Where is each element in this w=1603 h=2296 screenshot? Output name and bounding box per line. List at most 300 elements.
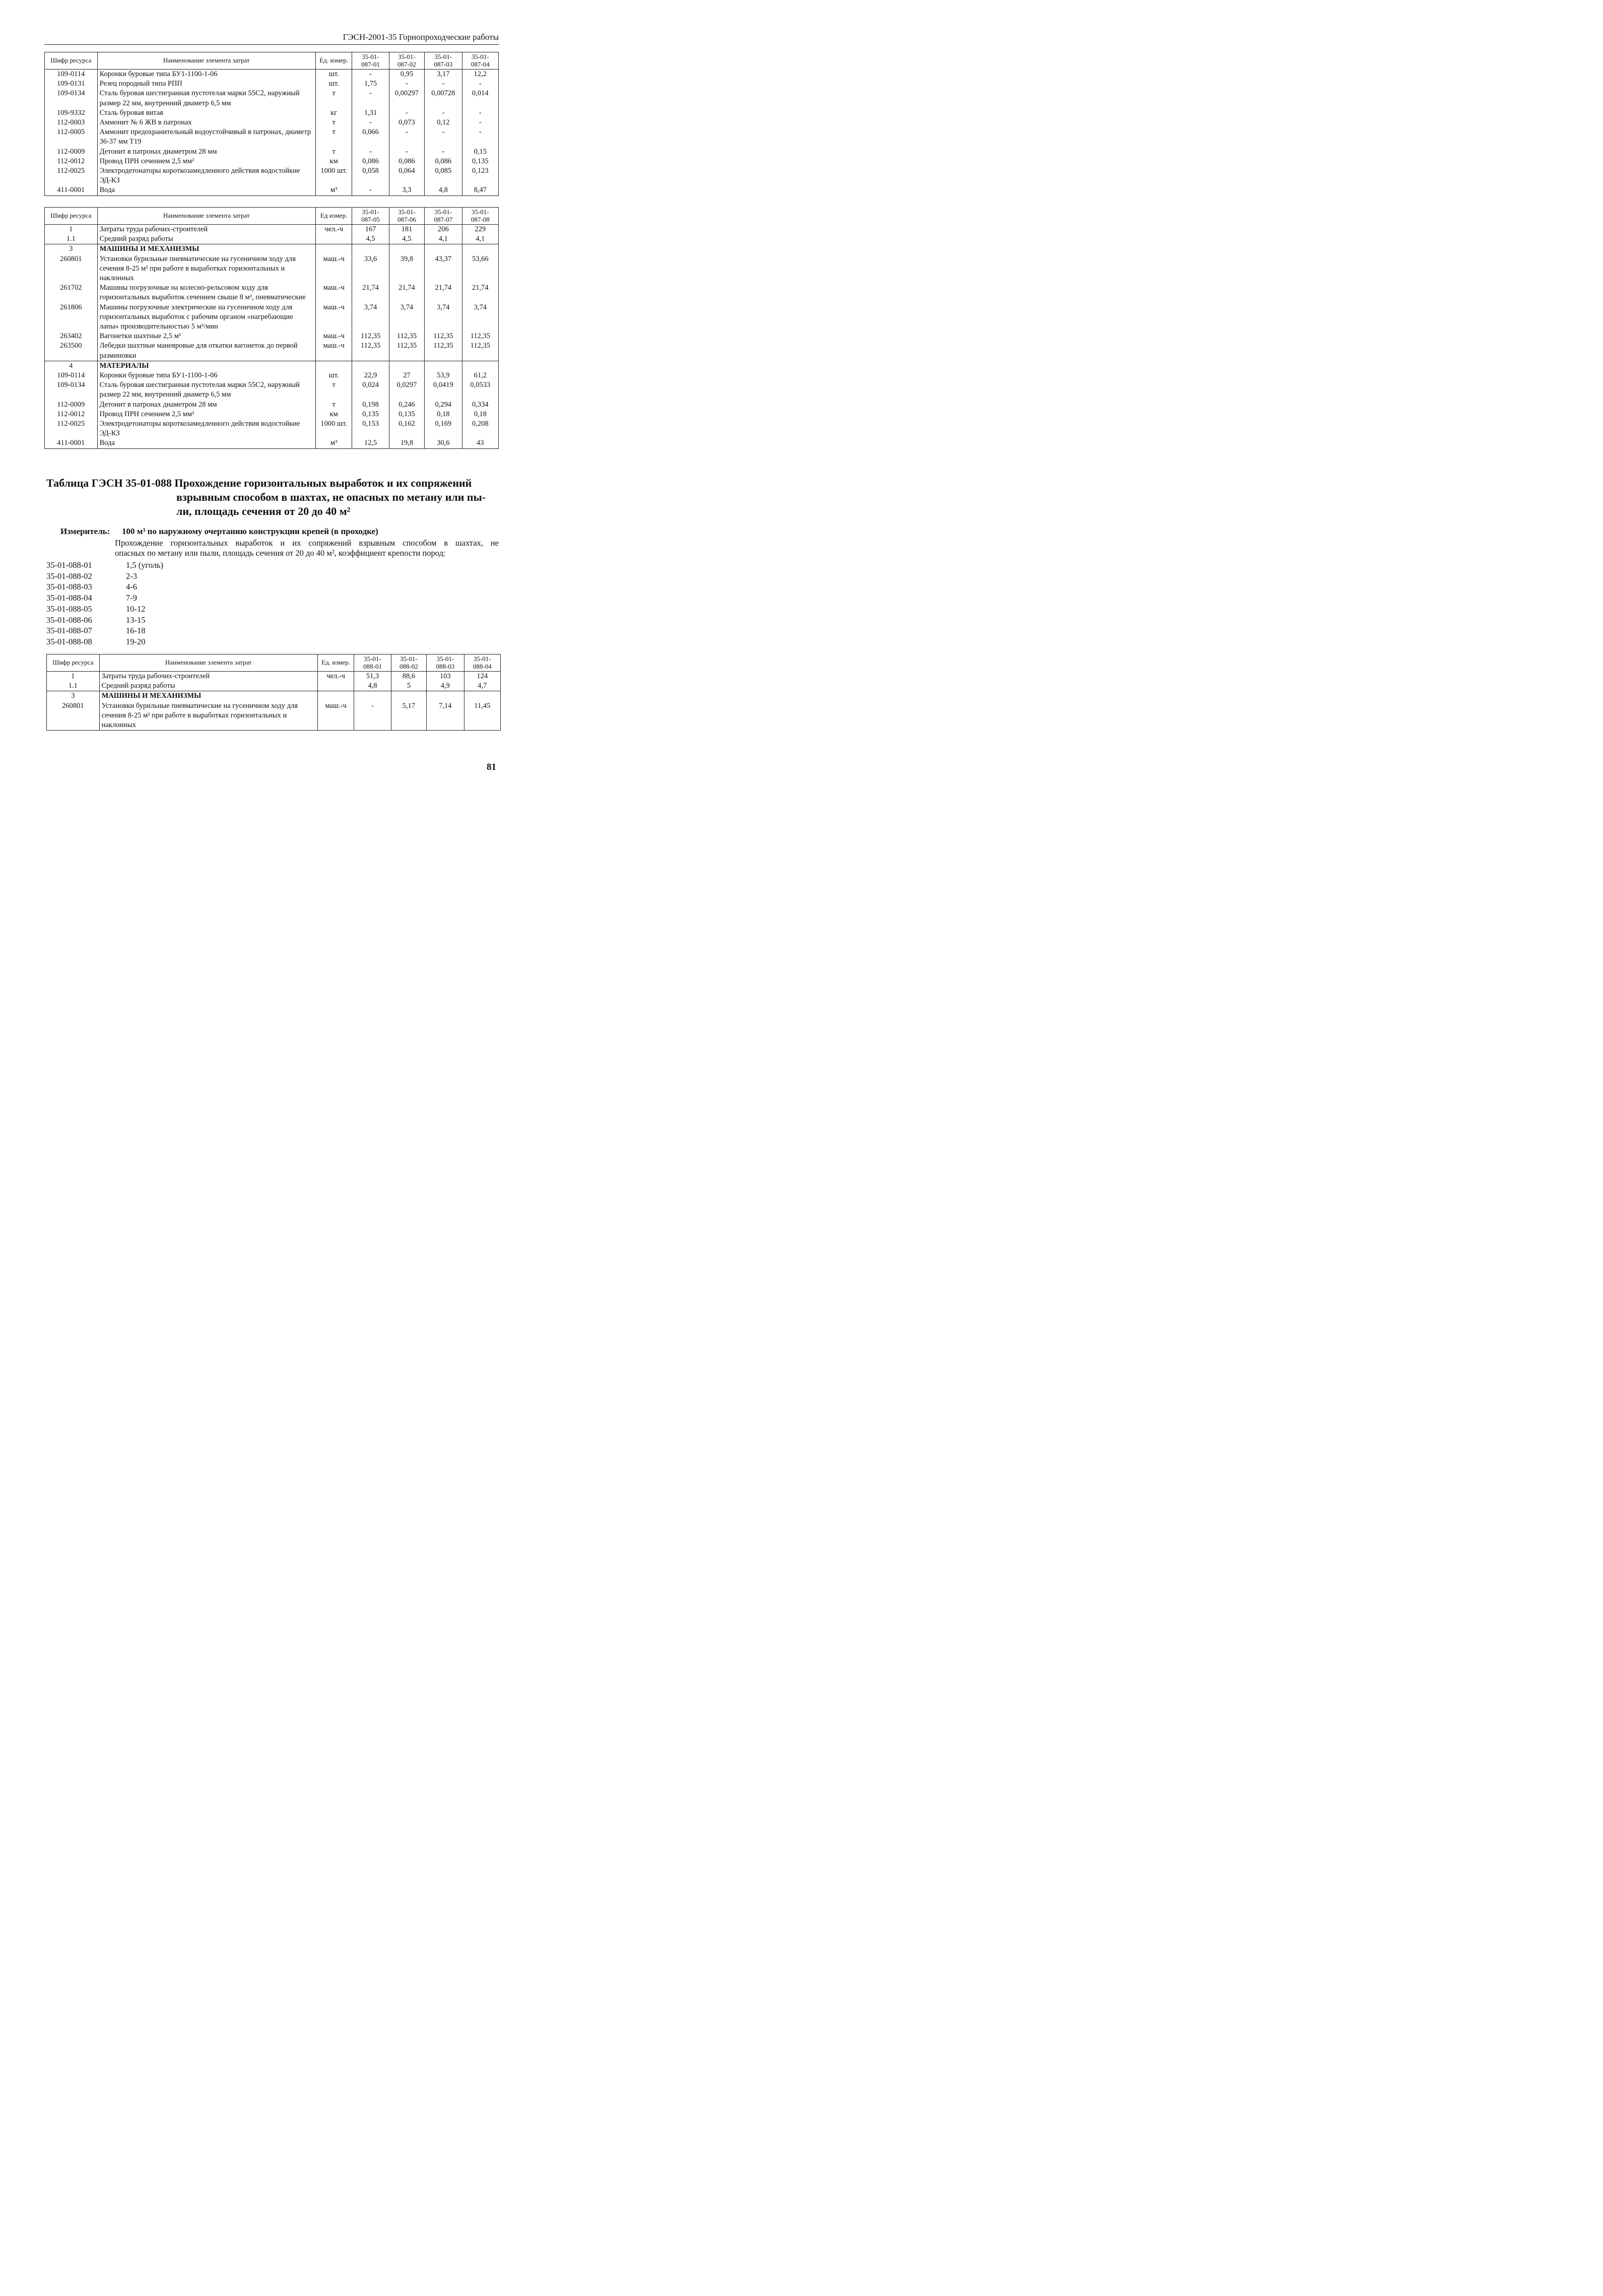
norm-code: 35-01-088-06 (46, 615, 92, 625)
table-row (45, 419, 499, 438)
cost-element-name-cell: Затраты труда рабочих-строителей (97, 225, 315, 235)
norm-value-cell: 0,0297 (389, 380, 424, 400)
cost-element-name-cell: МАТЕРИАЛЫ (97, 361, 315, 371)
cost-element-name-cell: Установки бурильные пневматические на гусеничном ходу для сечения 8-25 м² при работе в выработках горизонтальных и наклонных (99, 701, 317, 731)
norm-value-cell: 3,74 (352, 303, 389, 332)
cost-element-name-cell: Средний разряд работы (97, 234, 315, 244)
resource-code-cell: 411-0001 (45, 438, 98, 448)
norm-value-cell: 0,085 (425, 166, 462, 185)
measure-label: Измеритель: (60, 527, 110, 536)
cost-element-name-cell: Машины погрузочные на колесно-рельсовом ходу для горизонтальных выработок сечением свыше 8 м², пневматические (97, 283, 315, 302)
col-header-norm: 35-01- 087-01 (352, 52, 389, 70)
unit-cell: маш.-ч (315, 303, 352, 332)
norm-value-cell: 43 (462, 438, 498, 448)
cost-element-name-cell: Коронки буровые типа БУ1-1100-1-06 (97, 371, 315, 380)
page-number: 81 (487, 762, 496, 772)
norm-value-cell: 53,9 (425, 371, 462, 380)
norm-value-cell: 0,014 (462, 89, 498, 108)
col-header-norm: 35-01- 088-03 (427, 654, 464, 672)
norm-code-row (46, 560, 163, 571)
resource-code-cell: 112-0025 (45, 166, 98, 185)
norm-value-cell: 112,35 (425, 341, 462, 361)
resource-code-cell: 109-0131 (45, 79, 98, 89)
resource-code-cell: 3 (45, 244, 98, 254)
norm-value-cell: - (389, 108, 424, 118)
unit-cell (315, 361, 352, 371)
cost-element-name-cell: Провод ПРН сечением 2,5 мм² (97, 410, 315, 419)
unit-cell: маш.-ч (315, 332, 352, 341)
unit-cell: т (315, 118, 352, 127)
cost-element-name-cell: Вода (97, 185, 315, 195)
table-row (45, 79, 499, 89)
norm-value-cell (462, 244, 498, 254)
norm-value-cell: 22,9 (352, 371, 389, 380)
table-row (45, 118, 499, 127)
norm-code-row (46, 615, 163, 626)
norm-value-cell: 0,135 (462, 157, 498, 166)
col-header-unit: Ед измер. (315, 208, 352, 225)
unit-cell: м³ (315, 438, 352, 448)
resource-table-088-01-04 (46, 654, 501, 731)
cost-element-name-cell: Вагонетки шахтные 2,5 м³ (97, 332, 315, 341)
norm-code-row (46, 636, 163, 647)
norm-value-cell: 0,12 (425, 118, 462, 127)
cost-element-name-cell: Средний разряд работы (99, 681, 317, 691)
section-heading-row (45, 361, 499, 371)
norm-value-cell: - (462, 108, 498, 118)
norm-value-cell: - (462, 79, 498, 89)
resource-code-cell: 4 (45, 361, 98, 371)
resource-code-cell: 411-0001 (45, 185, 98, 195)
norm-value-cell (354, 691, 391, 701)
norm-value-cell: 112,35 (389, 332, 424, 341)
col-header-norm: 35-01- 088-04 (464, 654, 500, 672)
unit-cell (317, 691, 354, 701)
description-line: Прохождение горизонтальных выработок и их сопряжений взрывным способом в шахтах, не (115, 538, 499, 548)
unit-cell: маш.-ч (315, 254, 352, 284)
unit-cell: км (315, 157, 352, 166)
norm-value-cell: 12,2 (462, 70, 498, 80)
unit-cell: т (315, 380, 352, 400)
unit-cell: 1000 шт. (315, 419, 352, 438)
table-body (45, 70, 499, 196)
table-row (45, 225, 499, 235)
section-heading-row (45, 244, 499, 254)
resource-code-cell: 112-0009 (45, 147, 98, 157)
cost-element-name-cell: Аммонит предохранительный водоустойчивый в патронах, диаметр 36-37 мм Т19 (97, 127, 315, 147)
norm-value-cell (425, 361, 462, 371)
rock-hardness-value: 7-9 (126, 593, 137, 603)
table-row (45, 380, 499, 400)
norm-value-cell: 19,8 (389, 438, 424, 448)
table-row (45, 371, 499, 380)
norm-value-cell (464, 691, 500, 701)
norm-value-cell: 12,5 (352, 438, 389, 448)
norm-value-cell: 21,74 (462, 283, 498, 302)
norm-value-cell: 206 (425, 225, 462, 235)
col-header-norm: 35-01- 087-08 (462, 208, 498, 225)
resource-code-cell: 109-9332 (45, 108, 98, 118)
norm-value-cell: 0,162 (389, 419, 424, 438)
unit-cell: маш.-ч (315, 283, 352, 302)
norm-value-cell: - (425, 79, 462, 89)
norm-value-cell: - (389, 79, 424, 89)
norm-value-cell: 112,35 (352, 332, 389, 341)
norm-value-cell: 4,8 (354, 681, 391, 691)
norm-value-cell: 4,9 (427, 681, 464, 691)
cost-element-name-cell: Лебедки шахтные маневровые для откатки вагонеток до первой разминовки (97, 341, 315, 361)
measure-value: 100 м³ по наружному очертанию конструкции крепей (в проходке) (122, 527, 378, 536)
table-row (47, 681, 501, 691)
norm-value-cell: 103 (427, 672, 464, 682)
norm-code: 35-01-088-04 (46, 593, 92, 603)
norm-value-cell: 4,1 (425, 234, 462, 244)
norm-value-cell: 43,37 (425, 254, 462, 284)
norm-value-cell: 0,0419 (425, 380, 462, 400)
norm-value-cell: 0,15 (462, 147, 498, 157)
rock-hardness-value: 13-15 (126, 615, 146, 625)
resource-table-087-01-04 (44, 52, 499, 196)
unit-cell: км (315, 410, 352, 419)
table-row (45, 127, 499, 147)
table-row (45, 400, 499, 410)
table-row (45, 410, 499, 419)
norm-value-cell: 3,3 (389, 185, 424, 195)
rock-hardness-value: 2-3 (126, 571, 137, 581)
resource-code-cell: 112-0012 (45, 410, 98, 419)
col-header-code: Шифр ресурса (47, 654, 100, 672)
unit-cell: чел.-ч (315, 225, 352, 235)
norm-value-cell: 53,66 (462, 254, 498, 284)
cost-element-name-cell: Детонит в патронах диаметром 28 мм (97, 400, 315, 410)
resource-code-cell: 260801 (47, 701, 100, 731)
norm-value-cell: 4,5 (352, 234, 389, 244)
resource-code-cell: 109-0134 (45, 380, 98, 400)
norm-code-row (46, 625, 163, 636)
norm-code: 35-01-088-07 (46, 626, 92, 636)
norm-code-row (46, 581, 163, 593)
table-row (45, 438, 499, 448)
cost-element-name-cell: Сталь буровая шестигранная пустотелая марки 55С2, наружный размер 22 мм, внутренний диаметр 6,5 мм (97, 89, 315, 108)
norm-value-cell (391, 691, 426, 701)
resource-code-cell: 112-0003 (45, 118, 98, 127)
unit-cell: шт. (315, 79, 352, 89)
norm-value-cell: 0,95 (389, 70, 424, 80)
resource-code-cell: 1 (47, 672, 100, 682)
norm-value-cell: 4,7 (464, 681, 500, 691)
col-header-code: Шифр ресурса (45, 52, 98, 70)
table-row (47, 672, 501, 682)
rock-hardness-value: 19-20 (126, 636, 146, 646)
resource-code-cell: 261806 (45, 303, 98, 332)
table-row (45, 108, 499, 118)
unit-cell: 1000 шт. (315, 166, 352, 185)
unit-cell: шт. (315, 70, 352, 80)
norm-value-cell (427, 691, 464, 701)
col-header-norm: 35-01- 087-02 (389, 52, 424, 70)
norm-value-cell: 7,14 (427, 701, 464, 731)
cost-element-name-cell: Провод ПРН сечением 2,5 мм² (97, 157, 315, 166)
cost-element-name-cell: Сталь буровая шестигранная пустотелая марки 55С2, наружный размер 22 мм, внутренний диаметр 6,5 мм (97, 380, 315, 400)
norm-value-cell (462, 361, 498, 371)
col-header-norm: 35-01- 087-06 (389, 208, 424, 225)
resource-code-cell: 263500 (45, 341, 98, 361)
norm-value-cell: 0,334 (462, 400, 498, 410)
norm-value-cell: 0,064 (389, 166, 424, 185)
norm-code: 35-01-088-02 (46, 571, 92, 581)
norm-value-cell (389, 244, 424, 254)
table-body (47, 672, 501, 731)
cost-element-name-cell: Электродетонаторы короткозамедленного действия водостойкие ЭД-КЗ (97, 419, 315, 438)
measure-unit (60, 527, 378, 537)
table-header-row (45, 52, 499, 70)
norm-value-cell: 4,1 (462, 234, 498, 244)
norm-value-cell: 0,086 (425, 157, 462, 166)
unit-cell: кг (315, 108, 352, 118)
unit-cell: т (315, 147, 352, 157)
rock-hardness-value: 1,5 (уголь) (126, 560, 164, 570)
col-header-name: Наименование элемента затрат (97, 52, 315, 70)
norm-value-cell: 1,31 (352, 108, 389, 118)
norm-value-cell: 51,3 (354, 672, 391, 682)
resource-code-cell: 1.1 (45, 234, 98, 244)
norm-value-cell: 0,246 (389, 400, 424, 410)
table-row (45, 303, 499, 332)
table-row (45, 89, 499, 108)
work-description (115, 538, 499, 558)
table-row (45, 147, 499, 157)
col-header-norm: 35-01- 087-05 (352, 208, 389, 225)
norm-value-cell: 1,75 (352, 79, 389, 89)
norm-value-cell: 124 (464, 672, 500, 682)
cost-element-name-cell: Коронки буровые типа БУ1-1100-1-06 (97, 70, 315, 80)
unit-cell: чел.-ч (317, 672, 354, 682)
unit-cell (315, 234, 352, 244)
cost-element-name-cell: Установки бурильные пневматические на гусеничном ходу для сечения 8-25 м² при работе в выработках горизонтальных и наклонных (97, 254, 315, 284)
norm-value-cell: - (354, 701, 391, 731)
norm-value-cell: 33,6 (352, 254, 389, 284)
norm-value-cell: 0,135 (352, 410, 389, 419)
norm-value-cell: - (389, 127, 424, 147)
col-header-code: Шифр ресурса (45, 208, 98, 225)
norm-value-cell: - (462, 127, 498, 147)
unit-cell (315, 244, 352, 254)
table-row (47, 701, 501, 731)
resource-code-cell: 112-0025 (45, 419, 98, 438)
norm-code-row (46, 593, 163, 604)
table-row (45, 157, 499, 166)
norm-value-cell: 0,153 (352, 419, 389, 438)
rock-hardness-value: 16-18 (126, 626, 146, 636)
norm-value-cell (425, 244, 462, 254)
norm-value-cell: 3,74 (462, 303, 498, 332)
norm-value-cell: - (425, 108, 462, 118)
norm-value-cell: 0,066 (352, 127, 389, 147)
unit-cell: маш.-ч (317, 701, 354, 731)
table-row (45, 166, 499, 185)
norm-value-cell: 0,073 (389, 118, 424, 127)
norm-value-cell: 0,198 (352, 400, 389, 410)
norm-value-cell: 39,8 (389, 254, 424, 284)
resource-code-cell: 3 (47, 691, 100, 701)
norm-value-cell: - (352, 118, 389, 127)
cost-element-name-cell: Электродетонаторы короткозамедленного действия водостойкие ЭД-КЗ (97, 166, 315, 185)
norm-value-cell: 0,135 (389, 410, 424, 419)
norm-value-cell: - (352, 147, 389, 157)
norm-value-cell: 21,74 (389, 283, 424, 302)
norm-value-cell: 112,35 (462, 341, 498, 361)
col-header-unit: Ед. измер. (317, 654, 354, 672)
norm-value-cell: 3,74 (389, 303, 424, 332)
norm-value-cell: 0,208 (462, 419, 498, 438)
norm-value-cell: 0,086 (389, 157, 424, 166)
norm-value-cell: 0,00728 (425, 89, 462, 108)
col-header-norm: 35-01- 088-02 (391, 654, 426, 672)
norm-value-cell: 61,2 (462, 371, 498, 380)
running-header: ГЭСН-2001-35 Горнопроходческие работы (44, 32, 499, 45)
norm-value-cell: 0,00297 (389, 89, 424, 108)
table-row (45, 332, 499, 341)
norm-value-cell: 0,058 (352, 166, 389, 185)
norm-value-cell: 0,294 (425, 400, 462, 410)
norm-value-cell: 5,17 (391, 701, 426, 731)
norm-code-row (46, 571, 163, 582)
section-heading-row (47, 691, 501, 701)
title-line: взрывным способом в шахтах, не опасных по метану или пы- (176, 491, 486, 503)
col-header-name: Наименование элемента затрат (99, 654, 317, 672)
title-line: Таблица ГЭСН 35-01-088 Прохождение горизонтальных выработок и их сопряжений (46, 477, 472, 489)
norm-code: 35-01-088-01 (46, 560, 92, 570)
table-row (45, 283, 499, 302)
table-row (45, 254, 499, 284)
unit-cell: т (315, 127, 352, 147)
rock-hardness-value: 4-6 (126, 582, 137, 592)
resource-table-087-05-08 (44, 207, 499, 449)
norm-code-list (46, 560, 163, 647)
unit-cell: маш.-ч (315, 341, 352, 361)
norm-value-cell: 0,086 (352, 157, 389, 166)
resource-code-cell: 112-0005 (45, 127, 98, 147)
norm-value-cell: 229 (462, 225, 498, 235)
norm-value-cell: - (389, 147, 424, 157)
norm-code: 35-01-088-05 (46, 604, 92, 614)
cost-element-name-cell: Детонит в патронах диаметром 28 мм (97, 147, 315, 157)
table-header-row (47, 654, 501, 672)
norm-value-cell (352, 244, 389, 254)
cost-element-name-cell: Вода (97, 438, 315, 448)
cost-element-name-cell: Сталь буровая витая (97, 108, 315, 118)
norm-value-cell: - (352, 70, 389, 80)
norm-value-cell: 0,0533 (462, 380, 498, 400)
col-header-norm: 35-01- 087-07 (425, 208, 462, 225)
cost-element-name-cell: Аммонит № 6 ЖВ в патронах (97, 118, 315, 127)
norm-value-cell: 3,17 (425, 70, 462, 80)
norm-value-cell (389, 361, 424, 371)
table-row (45, 234, 499, 244)
unit-cell: т (315, 89, 352, 108)
norm-code: 35-01-088-03 (46, 582, 92, 592)
norm-value-cell: 112,35 (352, 341, 389, 361)
norm-value-cell: - (462, 118, 498, 127)
norm-value-cell: 0,123 (462, 166, 498, 185)
norm-code: 35-01-088-08 (46, 636, 92, 646)
norm-code-row (46, 604, 163, 615)
norm-value-cell: 11,45 (464, 701, 500, 731)
norm-value-cell (352, 361, 389, 371)
norm-value-cell: 112,35 (462, 332, 498, 341)
table-header-row (45, 208, 499, 225)
unit-cell: шт. (315, 371, 352, 380)
col-header-norm: 35-01- 087-04 (462, 52, 498, 70)
norm-value-cell: 21,74 (352, 283, 389, 302)
cost-element-name-cell: Резец породный типа РПП (97, 79, 315, 89)
cost-element-name-cell: МАШИНЫ И МЕХАНИЗМЫ (99, 691, 317, 701)
norm-value-cell: - (425, 127, 462, 147)
norm-value-cell: 30,6 (425, 438, 462, 448)
table-row (45, 185, 499, 195)
col-header-name: Наименование элемента затрат (97, 208, 315, 225)
norm-value-cell: 27 (389, 371, 424, 380)
resource-code-cell: 1.1 (47, 681, 100, 691)
table-row (45, 341, 499, 361)
norm-value-cell: - (352, 89, 389, 108)
resource-code-cell: 112-0012 (45, 157, 98, 166)
table-body (45, 225, 499, 449)
table-title (46, 476, 490, 518)
norm-value-cell: 3,74 (425, 303, 462, 332)
unit-cell: т (315, 400, 352, 410)
norm-value-cell: - (352, 185, 389, 195)
norm-value-cell: 4,8 (425, 185, 462, 195)
cost-element-name-cell: Затраты труда рабочих-строителей (99, 672, 317, 682)
norm-value-cell: 0,18 (462, 410, 498, 419)
col-header-unit: Ед. измер. (315, 52, 352, 70)
norm-value-cell: 181 (389, 225, 424, 235)
norm-value-cell: - (425, 147, 462, 157)
rock-hardness-value: 10-12 (126, 604, 146, 614)
norm-value-cell: 5 (391, 681, 426, 691)
norm-value-cell: 0,18 (425, 410, 462, 419)
resource-code-cell: 109-0114 (45, 371, 98, 380)
norm-value-cell: 0,024 (352, 380, 389, 400)
unit-cell (317, 681, 354, 691)
cost-element-name-cell: Машины погрузочные электрические на гусеничном ходу для горизонтальных выработок с рабочим органом «нагребающие лапы» производительностью 5 м³/мин (97, 303, 315, 332)
col-header-norm: 35-01- 088-01 (354, 654, 391, 672)
resource-code-cell: 261702 (45, 283, 98, 302)
norm-value-cell: 21,74 (425, 283, 462, 302)
resource-code-cell: 109-0114 (45, 70, 98, 80)
title-line: ли, площадь сечения от 20 до 40 м² (176, 505, 351, 517)
resource-code-cell: 1 (45, 225, 98, 235)
resource-code-cell: 112-0009 (45, 400, 98, 410)
col-header-norm: 35-01- 087-03 (425, 52, 462, 70)
unit-cell: м³ (315, 185, 352, 195)
resource-code-cell: 260801 (45, 254, 98, 284)
norm-value-cell: 167 (352, 225, 389, 235)
norm-value-cell: 112,35 (425, 332, 462, 341)
norm-value-cell: 8,47 (462, 185, 498, 195)
norm-value-cell: 88,6 (391, 672, 426, 682)
norm-value-cell: 0,169 (425, 419, 462, 438)
description-line: опасных по метану или пыли, площадь сечения от 20 до 40 м², коэффициент крепости пород: (115, 548, 446, 558)
norm-value-cell: 112,35 (389, 341, 424, 361)
norm-value-cell: 4,5 (389, 234, 424, 244)
cost-element-name-cell: МАШИНЫ И МЕХАНИЗМЫ (97, 244, 315, 254)
document-page (0, 0, 554, 794)
resource-code-cell: 263402 (45, 332, 98, 341)
table-row (45, 70, 499, 80)
resource-code-cell: 109-0134 (45, 89, 98, 108)
